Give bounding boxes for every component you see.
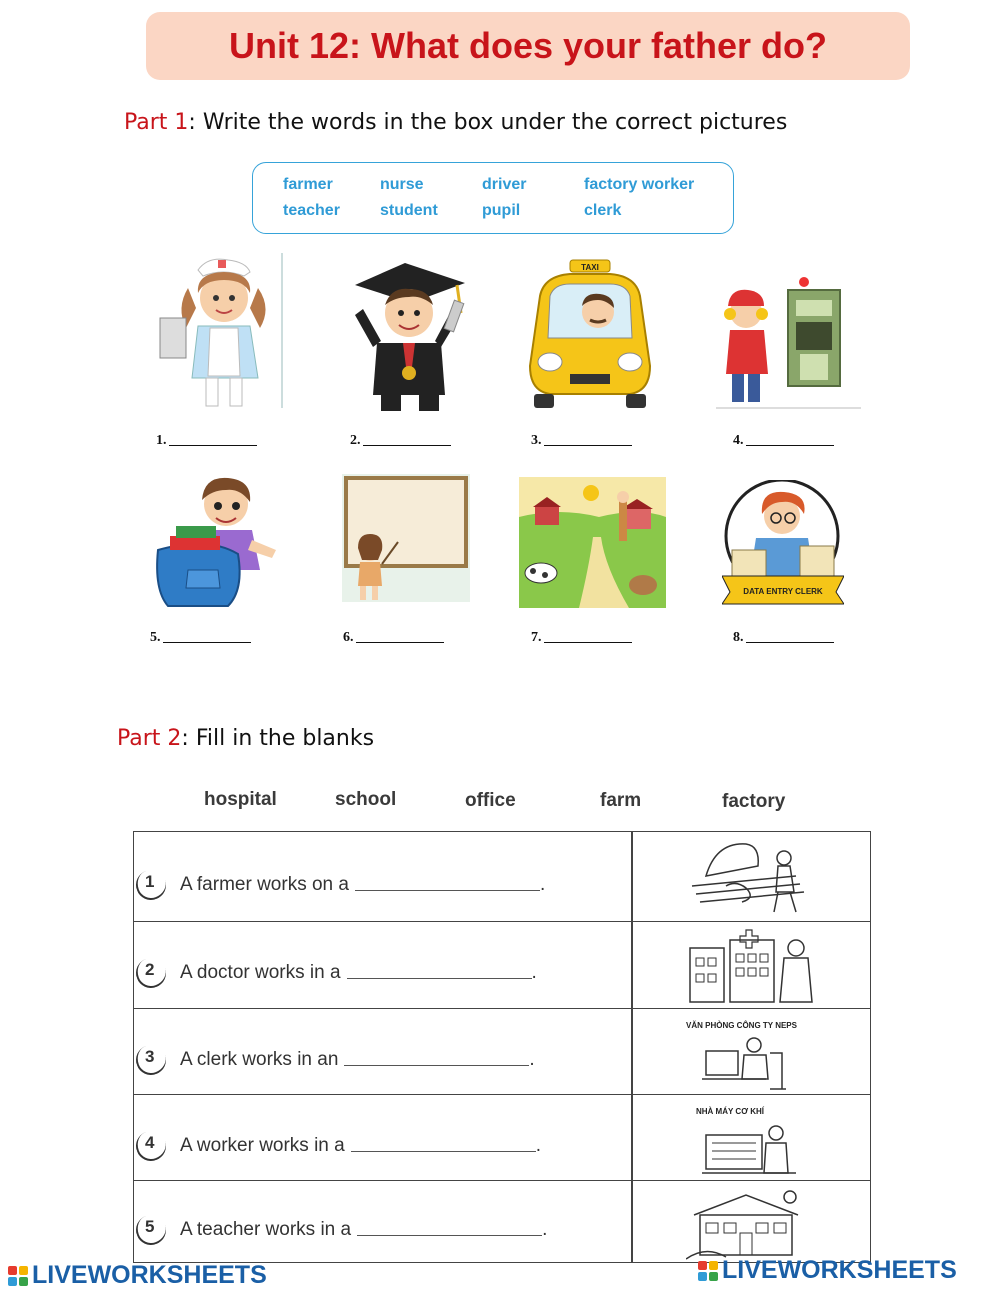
answer-line-7[interactable] bbox=[531, 630, 632, 646]
part1-label: Part 1 bbox=[124, 110, 189, 135]
teacher-icon bbox=[342, 474, 472, 604]
item-number: 3. bbox=[531, 433, 542, 448]
table-row bbox=[134, 832, 870, 922]
answer-blank[interactable] bbox=[357, 1235, 542, 1236]
answer-blank[interactable] bbox=[163, 642, 251, 643]
place-word: office bbox=[465, 790, 516, 811]
answer-blank[interactable] bbox=[544, 445, 632, 446]
word-box-item: driver bbox=[482, 176, 527, 193]
item-number: 4. bbox=[733, 433, 744, 448]
school-sketch-icon bbox=[686, 1185, 816, 1265]
word-box-item: farmer bbox=[283, 176, 333, 193]
answer-blank[interactable] bbox=[363, 445, 451, 446]
word-box-item: teacher bbox=[283, 202, 340, 219]
answer-blank[interactable] bbox=[746, 642, 834, 643]
row-number: 2 bbox=[136, 958, 166, 988]
logo-text: LIVEWORKSHEETS bbox=[722, 1256, 957, 1284]
word-box-item: clerk bbox=[584, 202, 622, 219]
sentence: A worker works in a . bbox=[180, 1135, 542, 1156]
item-number: 8. bbox=[733, 630, 744, 645]
office-caption: VĂN PHÒNG CÔNG TY NEPS bbox=[686, 1021, 797, 1030]
answer-line-2[interactable] bbox=[350, 433, 451, 449]
answer-blank[interactable] bbox=[344, 1065, 529, 1066]
part2-instruction: : Fill in the blanks bbox=[181, 726, 375, 751]
answer-line-1[interactable] bbox=[156, 433, 257, 449]
answer-blank[interactable] bbox=[169, 445, 257, 446]
answer-line-3[interactable] bbox=[531, 433, 632, 449]
answer-blank[interactable] bbox=[544, 642, 632, 643]
clerk-icon bbox=[722, 480, 844, 607]
answer-line-6[interactable] bbox=[343, 630, 444, 646]
answer-blank[interactable] bbox=[356, 642, 444, 643]
answer-blank[interactable] bbox=[347, 978, 532, 979]
hospital-sketch-icon bbox=[686, 928, 816, 1010]
item-number: 7. bbox=[531, 630, 542, 645]
table-row bbox=[134, 922, 870, 1009]
place-word: hospital bbox=[204, 789, 277, 810]
place-word: school bbox=[335, 789, 397, 810]
row-number: 4 bbox=[136, 1131, 166, 1161]
liveworksheets-logo-right[interactable] bbox=[698, 1256, 957, 1285]
clerk-banner-text: DATA ENTRY CLERK bbox=[743, 587, 823, 596]
farmer-sketch-icon bbox=[686, 836, 816, 922]
part1-heading bbox=[124, 110, 787, 135]
part2-label: Part 2 bbox=[117, 726, 182, 751]
taxi-sign-text: TAXI bbox=[581, 263, 599, 272]
answer-line-5[interactable] bbox=[150, 630, 251, 646]
place-word: farm bbox=[600, 790, 642, 811]
row-number: 3 bbox=[136, 1045, 166, 1075]
sentence: A clerk works in an . bbox=[180, 1049, 535, 1070]
item-number: 1. bbox=[156, 433, 167, 448]
fill-blank-table bbox=[133, 831, 871, 1263]
answer-blank[interactable] bbox=[351, 1151, 536, 1152]
factory-worker-icon bbox=[716, 270, 861, 415]
factory-caption: NHÀ MÁY CƠ KHÍ bbox=[696, 1107, 765, 1116]
item-number: 6. bbox=[343, 630, 354, 645]
liveworksheets-logo-left[interactable] bbox=[8, 1261, 267, 1290]
item-number: 5. bbox=[150, 630, 161, 645]
title-banner bbox=[146, 12, 910, 80]
sentence: A farmer works on a . bbox=[180, 874, 546, 895]
nurse-icon bbox=[148, 248, 298, 413]
answer-line-8[interactable] bbox=[733, 630, 834, 646]
answer-blank[interactable] bbox=[355, 890, 540, 891]
farm-icon bbox=[519, 477, 666, 608]
graduate-icon bbox=[345, 255, 475, 415]
word-box-item: pupil bbox=[482, 202, 521, 219]
part1-instruction: : Write the words in the box under the correct pictures bbox=[188, 110, 788, 135]
part2-heading bbox=[117, 726, 374, 751]
row-number: 5 bbox=[136, 1215, 166, 1245]
word-box-item: factory worker bbox=[584, 176, 695, 193]
pupil-icon bbox=[148, 470, 283, 615]
table-row bbox=[134, 1009, 870, 1095]
word-box bbox=[252, 162, 734, 234]
word-box-item: nurse bbox=[380, 176, 424, 193]
logo-mark-icon bbox=[698, 1261, 718, 1281]
answer-blank[interactable] bbox=[746, 445, 834, 446]
item-number: 2. bbox=[350, 433, 361, 448]
answer-line-4[interactable] bbox=[733, 433, 834, 449]
place-word: factory bbox=[722, 791, 786, 812]
taxi-driver-icon bbox=[520, 256, 660, 411]
logo-text: LIVEWORKSHEETS bbox=[32, 1261, 267, 1289]
page-title: Unit 12: What does your father do? bbox=[228, 25, 828, 66]
sentence: A teacher works in a . bbox=[180, 1219, 548, 1240]
word-box-item: student bbox=[380, 202, 438, 219]
row-number: 1 bbox=[136, 870, 166, 900]
sentence: A doctor works in a . bbox=[180, 962, 537, 983]
logo-mark-icon bbox=[8, 1266, 28, 1286]
table-row bbox=[134, 1095, 870, 1181]
table-row bbox=[134, 1181, 870, 1264]
